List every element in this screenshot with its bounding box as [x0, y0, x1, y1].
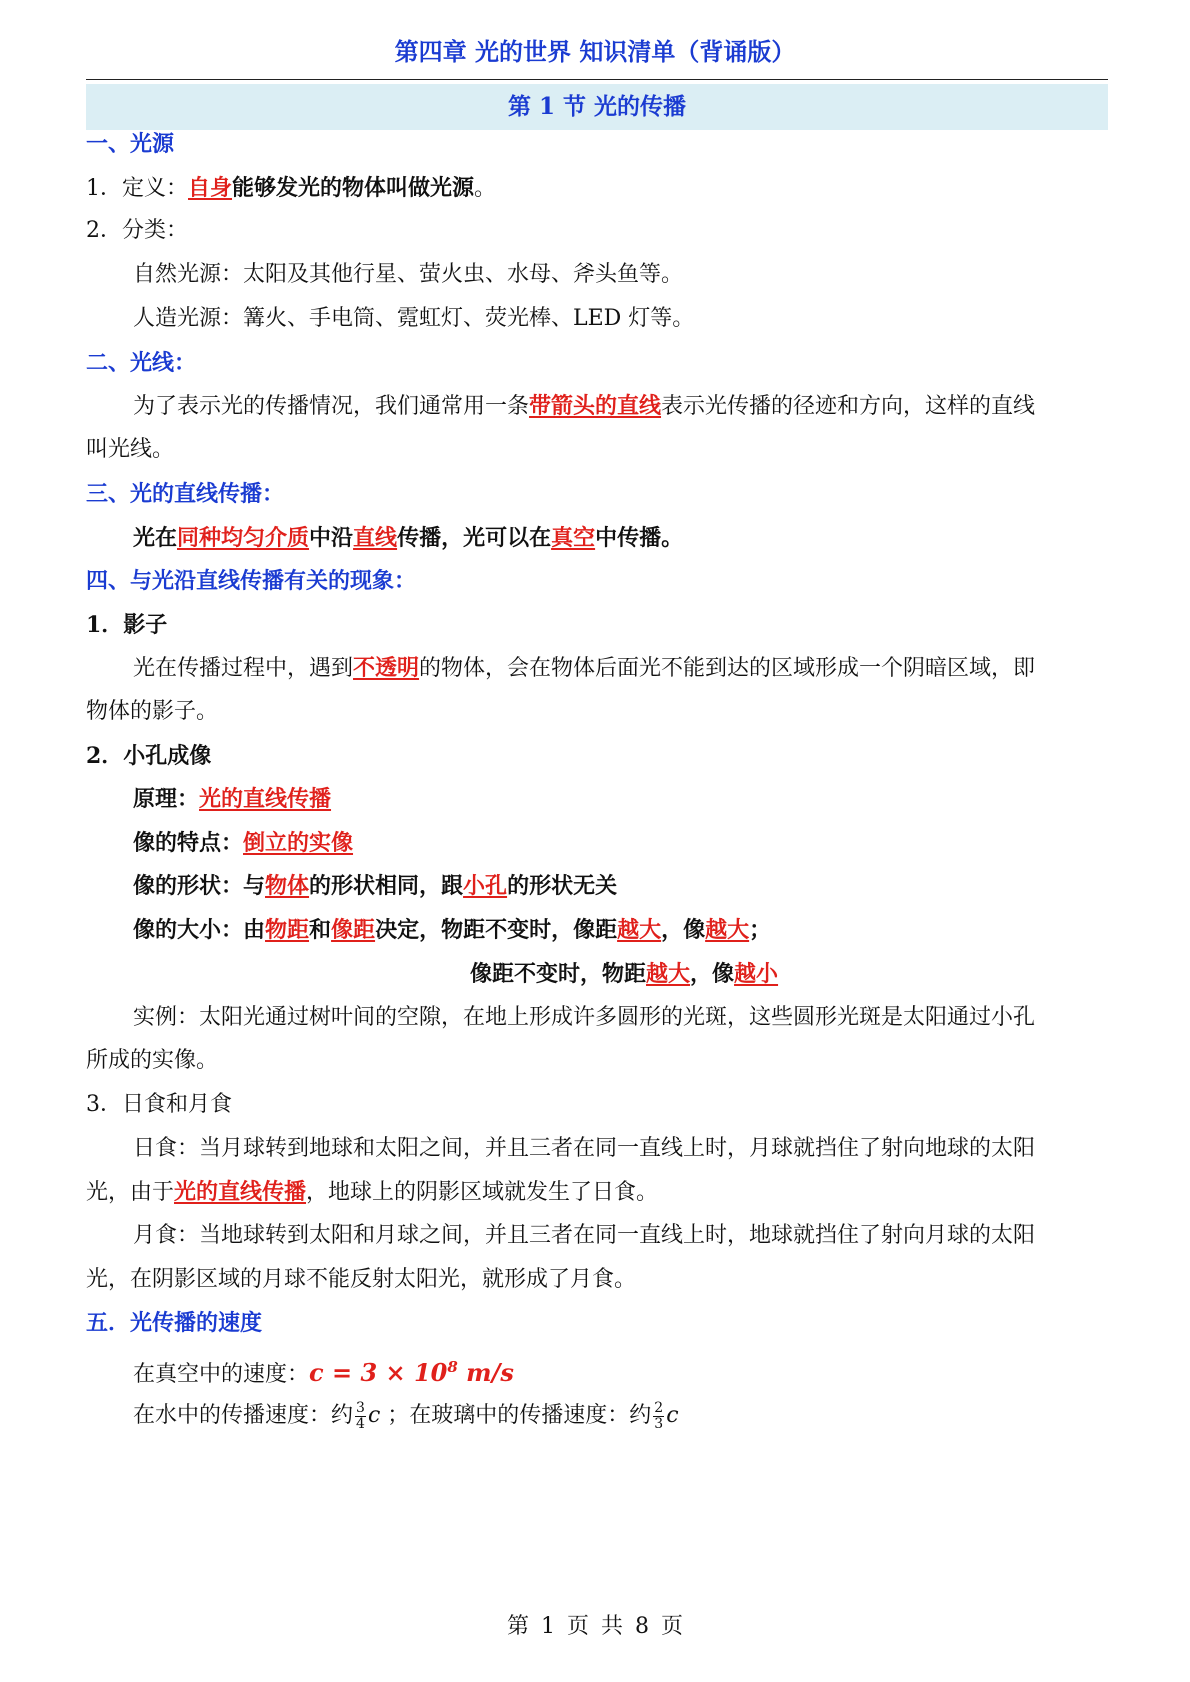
glass-fraction	[653, 1401, 664, 1432]
keyword-principle: 光的直线传播	[199, 786, 332, 812]
solar-text-a: 光，由于	[86, 1180, 175, 1205]
keyword-larger-1: 越大	[617, 917, 662, 943]
vacuum-exponent: 8	[447, 1358, 458, 1376]
shadow-para-line2: 物体的影子。	[86, 699, 219, 724]
light-ray-para-line1	[133, 390, 1108, 423]
heading-phenomena: 四、与光沿直线传播有关的现象：	[86, 568, 417, 594]
footer-word-1: 第	[506, 1614, 529, 1639]
page-footer	[0, 1609, 1190, 1640]
heading-light-source: 一、光源	[86, 131, 175, 157]
pinhole-size-line1	[133, 914, 1108, 946]
rect-text-2: 中沿	[309, 525, 354, 551]
glass-label: ；在玻璃中的传播速度：约	[380, 1403, 652, 1428]
size-text-b: 和	[309, 917, 332, 943]
section-title-bar: 第 1 节 光的传播	[86, 84, 1108, 130]
size-text-c: 决定，物距不变时，像距	[375, 917, 618, 943]
vacuum-speed-formula	[309, 1358, 514, 1387]
shape-text-a: 像的形状：与	[133, 873, 266, 899]
lunar-eclipse-line2: 光，在阴影区域的月球不能反射太阳光，就形成了月食。	[86, 1267, 637, 1292]
heading-speed: 五．光传播的速度	[86, 1310, 263, 1336]
glass-numerator: 2	[654, 1399, 664, 1416]
vacuum-speed-line	[133, 1351, 1108, 1391]
classification-label: 2．分类：	[86, 218, 188, 243]
definition-end: 。	[474, 176, 497, 201]
keyword-object-distance: 物距	[265, 917, 310, 943]
size-text-a: 像的大小：由	[133, 917, 266, 943]
size2-text-b: ，像	[690, 961, 735, 987]
speed-symbol-1: c	[367, 1403, 381, 1428]
pinhole-shape	[133, 870, 1108, 902]
pinhole-title: 2．小孔成像	[86, 743, 212, 769]
keyword-object: 物体	[265, 873, 310, 899]
title-divider	[86, 79, 1108, 80]
feature-label: 像的特点：	[133, 830, 244, 856]
solar-eclipse-line1: 日食：当月球转到地球和太阳之间，并且三者在同一直线上时，月球就挡住了射向地球的太阳	[133, 1136, 1036, 1161]
shape-text-b: 的形状相同，跟	[309, 873, 464, 899]
vacuum-label: 在真空中的速度：	[133, 1362, 310, 1387]
ray-text-a: 为了表示光的传播情况，我们通常用一条	[133, 394, 530, 419]
keyword-uniform-medium: 同种均匀介质	[177, 525, 310, 551]
lunar-eclipse-line1: 月食：当地球转到太阳和月球之间，并且三者在同一直线上时，地球就挡住了射向月球的太阳	[133, 1223, 1036, 1248]
definition-line	[86, 172, 1108, 205]
keyword-opaque: 不透明	[353, 655, 420, 681]
size-text-d: ，像	[661, 917, 706, 943]
shadow-text-b: 的物体，会在物体后面光不能到达的区域形成一个阴暗区域，即	[419, 656, 1036, 681]
shadow-text-a: 光在传播过程中，遇到	[133, 656, 354, 681]
eclipse-title: 3．日食和月食	[86, 1092, 232, 1117]
page-number: 1	[540, 1614, 555, 1639]
shadow-title: 1．影子	[86, 612, 168, 638]
keyword-inverted-real-image: 倒立的实像	[243, 830, 354, 856]
artificial-sources: 人造光源：篝火、手电筒、霓虹灯、荧光棒、LED 灯等。	[133, 306, 695, 331]
water-label: 在水中的传播速度：约	[133, 1403, 354, 1428]
solar-text-b: ，地球上的阴影区域就发生了日食。	[306, 1180, 659, 1205]
heading-light-ray: 二、光线：	[86, 350, 197, 376]
principle-label: 原理：	[133, 786, 200, 812]
total-pages: 8	[635, 1614, 650, 1639]
example-line1: 实例：太阳光通过树叶间的空隙，在地上形成许多圆形的光斑，这些圆形光斑是太阳通过小孔	[133, 1005, 1036, 1030]
water-numerator: 3	[356, 1399, 365, 1416]
glass-denominator: 3	[654, 1415, 664, 1432]
footer-word-2: 页	[566, 1614, 589, 1639]
definition-prefix: 1．定义：	[86, 176, 188, 201]
vacuum-value: c = 3 × 10	[309, 1358, 448, 1387]
footer-word-4: 页	[661, 1614, 684, 1639]
heading-rectilinear: 三、光的直线传播：	[86, 481, 285, 507]
water-denominator: 4	[356, 1415, 365, 1432]
keyword-larger-2: 越大	[705, 917, 750, 943]
size2-text-a: 像距不变时，物距	[470, 961, 647, 987]
vacuum-unit: m/s	[457, 1358, 514, 1387]
example-line2: 所成的实像。	[86, 1048, 219, 1073]
keyword-self: 自身	[188, 175, 233, 201]
keyword-vacuum: 真空	[551, 525, 596, 551]
pinhole-size-line2	[470, 958, 1090, 990]
shadow-para-line1	[133, 652, 1108, 685]
keyword-image-distance: 像距	[331, 917, 376, 943]
keyword-straight-line: 直线	[353, 525, 398, 551]
keyword-pinhole: 小孔	[463, 873, 508, 899]
definition-text: 能够发光的物体叫做光源	[232, 175, 475, 201]
footer-word-3: 共	[601, 1614, 624, 1639]
keyword-arrow-line: 带箭头的直线	[529, 393, 662, 419]
rect-text-1: 光在	[133, 525, 178, 551]
pinhole-feature	[133, 827, 1108, 859]
speed-symbol-2: c	[666, 1403, 679, 1428]
light-ray-para-line2: 叫光线。	[86, 437, 175, 462]
keyword-larger-3: 越大	[646, 961, 691, 987]
medium-speed-line	[133, 1400, 1108, 1432]
keyword-smaller: 越小	[734, 961, 779, 987]
natural-sources: 自然光源：太阳及其他行星、萤火虫、水母、斧头鱼等。	[133, 262, 684, 287]
shape-text-c: 的形状无关	[507, 873, 618, 899]
rectilinear-statement	[133, 522, 1108, 554]
rect-text-3: 传播，光可以在	[397, 525, 552, 551]
rect-text-4: 中传播。	[595, 525, 684, 551]
ray-text-b: 表示光传播的径迹和方向，这样的直线	[661, 394, 1036, 419]
solar-eclipse-line2	[86, 1176, 1108, 1209]
pinhole-principle	[133, 783, 1108, 815]
size-text-e: ；	[749, 917, 772, 943]
keyword-solar-rectilinear: 光的直线传播	[174, 1179, 307, 1205]
water-fraction	[355, 1401, 366, 1432]
document-title: 第四章 光的世界 知识清单（背诵版）	[394, 37, 796, 66]
